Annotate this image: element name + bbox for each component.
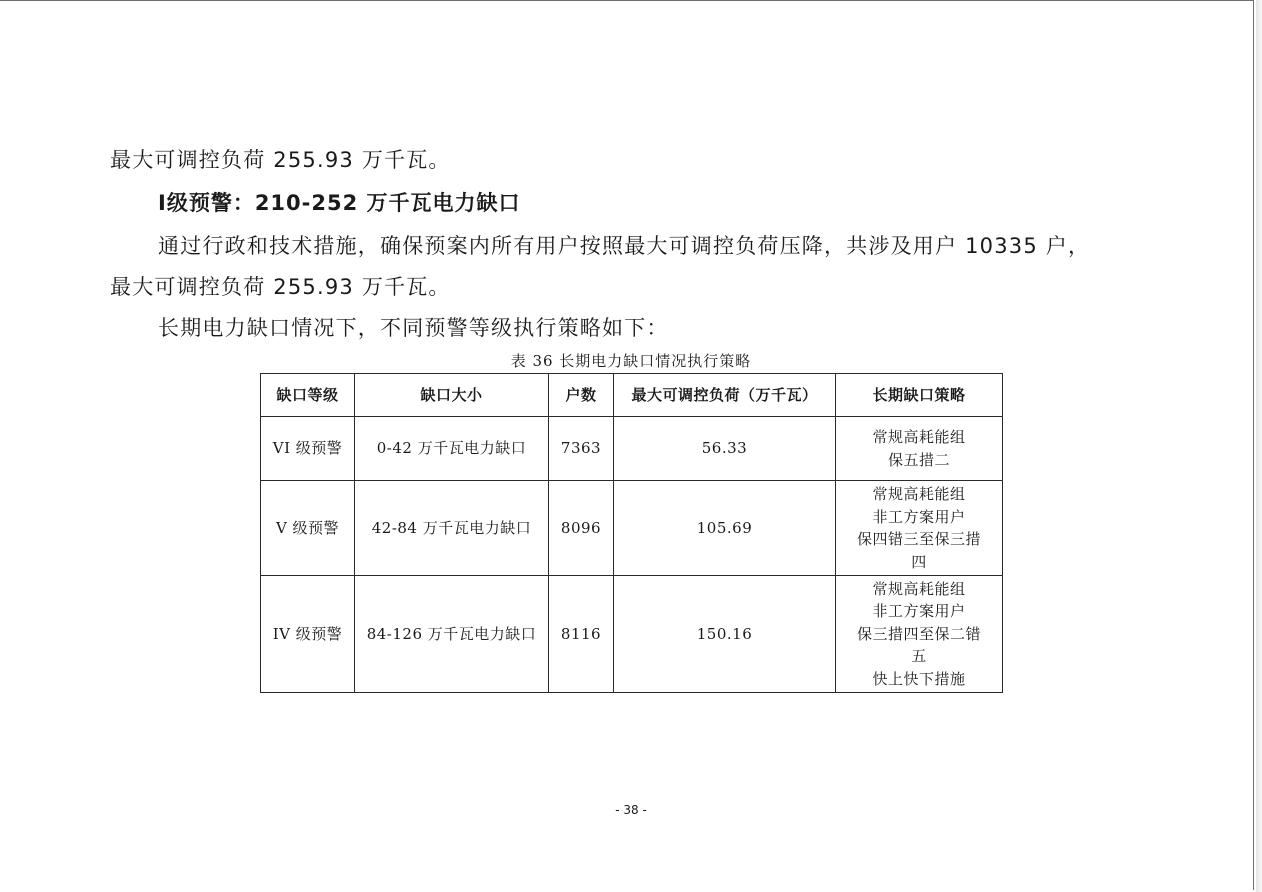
header-gap-size: 缺口大小 bbox=[355, 374, 549, 417]
table-row bbox=[261, 481, 1003, 576]
cell-households: 8116 bbox=[549, 576, 614, 693]
cell-level: V 级预警 bbox=[261, 481, 355, 576]
cell-strategy bbox=[836, 481, 1003, 576]
table-row bbox=[261, 417, 1003, 481]
strategy-line: 常规高耗能组 bbox=[872, 485, 966, 503]
header-gap-level: 缺口等级 bbox=[261, 374, 355, 417]
strategy-line: 常规高耗能组 bbox=[872, 579, 966, 598]
strategy-line: 五 bbox=[911, 647, 927, 666]
page-edge-shadow bbox=[1256, 0, 1262, 892]
strategy-line: 四 bbox=[911, 552, 927, 571]
strategy-table bbox=[260, 373, 1003, 693]
strategy-line: 非工方案用户 bbox=[872, 507, 966, 526]
header-strategy: 长期缺口策略 bbox=[836, 374, 1003, 417]
header-max-load: 最大可调控负荷（万千瓦） bbox=[614, 374, 836, 417]
cell-gap: 0-42 万千瓦电力缺口 bbox=[355, 417, 549, 481]
strategy-line: 非工方案用户 bbox=[872, 602, 966, 621]
header-households: 户数 bbox=[549, 374, 614, 417]
table-header-row bbox=[261, 374, 1003, 417]
cell-max-load: 56.33 bbox=[614, 417, 836, 481]
strategy-line: 保五措二 bbox=[887, 450, 950, 469]
cell-level: IV 级预警 bbox=[261, 576, 355, 693]
paragraph-max-load: 最大可调控负荷 255.93 万千瓦。 bbox=[110, 148, 451, 172]
cell-strategy bbox=[836, 576, 1003, 693]
paragraph-measures-line-1: 通过行政和技术措施，确保预案内所有用户按照最大可调控负荷压降，共涉及用户 10335 户， bbox=[158, 234, 1091, 258]
strategy-line: 快上快下措施 bbox=[872, 669, 966, 688]
cell-max-load: 105.69 bbox=[614, 481, 836, 576]
strategy-line: 常规高耗能组 bbox=[872, 428, 966, 446]
page-number: - 38 - bbox=[615, 803, 647, 817]
cell-max-load: 150.16 bbox=[614, 576, 836, 693]
cell-level: VI 级预警 bbox=[261, 417, 355, 481]
cell-strategy bbox=[836, 417, 1003, 481]
table-caption: 表 36 长期电力缺口情况执行策略 bbox=[510, 352, 752, 370]
paragraph-strategy-intro: 长期电力缺口情况下，不同预警等级执行策略如下： bbox=[158, 316, 669, 340]
paragraph-measures-line-2: 最大可调控负荷 255.93 万千瓦。 bbox=[110, 275, 451, 299]
section-heading-level-1-warning: Ⅰ级预警：210-252 万千瓦电力缺口 bbox=[158, 191, 521, 215]
strategy-line: 保四错三至保三措 bbox=[856, 530, 981, 548]
table-row bbox=[261, 576, 1003, 693]
strategy-line: 保三措四至保二错 bbox=[856, 624, 981, 643]
cell-households: 8096 bbox=[549, 481, 614, 576]
cell-gap: 84-126 万千瓦电力缺口 bbox=[355, 576, 549, 693]
cell-gap: 42-84 万千瓦电力缺口 bbox=[355, 481, 549, 576]
cell-households: 7363 bbox=[549, 417, 614, 481]
